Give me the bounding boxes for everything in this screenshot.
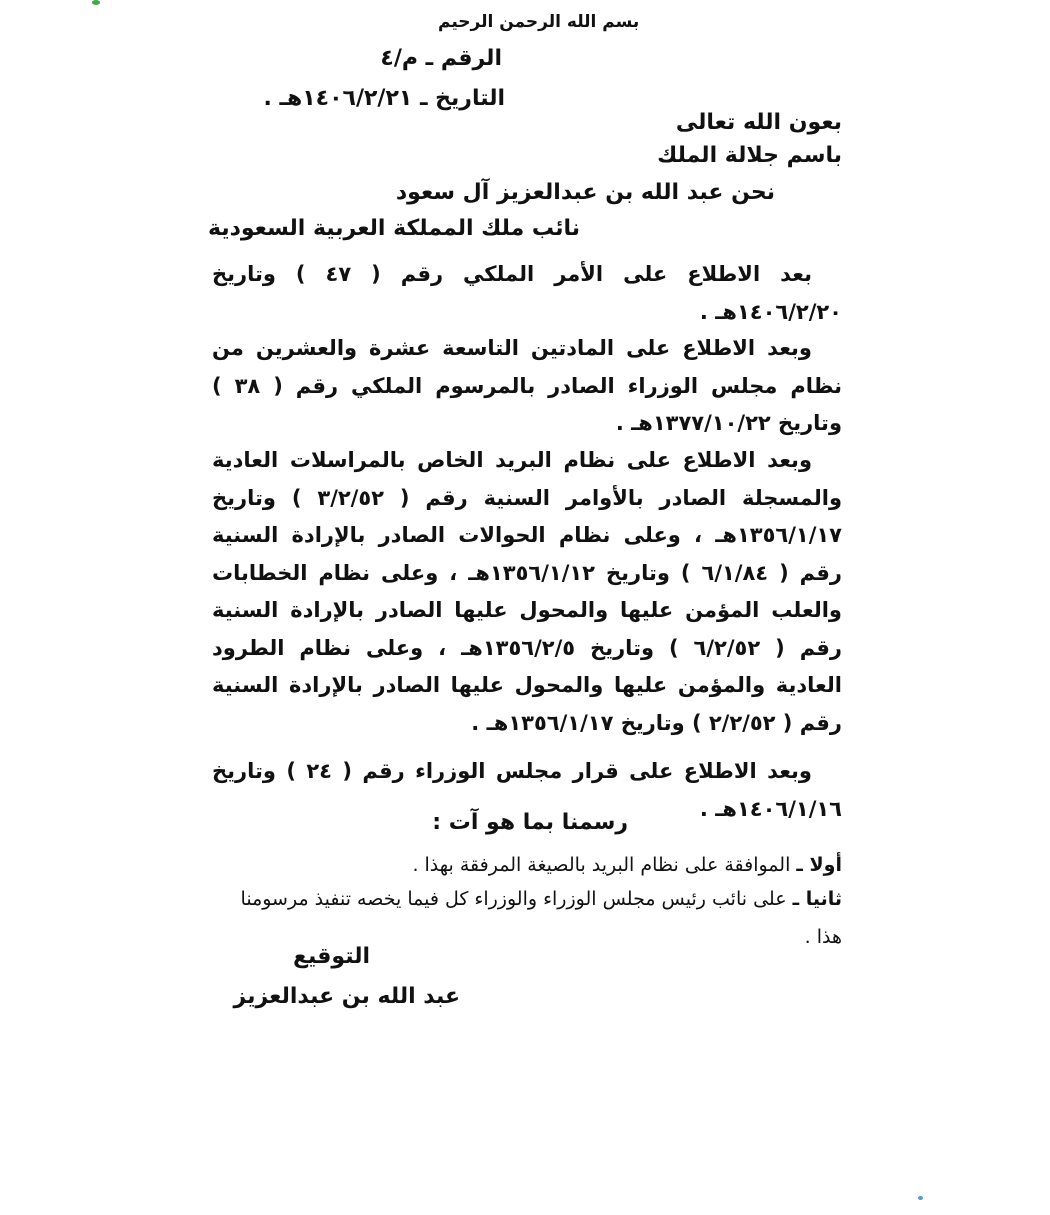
basmala: بسم الله الرحمن الرحيم — [438, 12, 640, 32]
preamble-line-1: بعون الله تعالى — [675, 110, 842, 135]
paragraph-2: وبعد الاطلاع على المادتين التاسعة عشرة والعشرين من نظام مجلس الوزراء الصادر بالمرسوم الملكي رقم ( ٣٨ ) وتاريخ ١٣٧٧/١٠/٢٢هـ . — [212, 336, 842, 435]
decree-item-number: ثانيا ـ — [792, 888, 842, 910]
decree-item-text: الموافقة على نظام البريد بالصيغة المرفقة بهذا . — [412, 854, 791, 876]
signature-name: عبد الله بن عبدالعزيز — [233, 984, 460, 1009]
preamble-line-2: باسم جلالة الملك — [657, 143, 842, 168]
preamble-line-3: نحن عبد الله بن عبدالعزيز آل سعود — [395, 180, 775, 205]
reference-date: التاريخ ـ ١٤٠٦/٢/٢١هـ . — [263, 86, 505, 111]
paragraph-1: بعد الاطلاع على الأمر الملكي رقم ( ٤٧ ) وتاريخ ١٤٠٦/٢/٢٠هـ . — [212, 262, 842, 324]
decree-item-text: على نائب رئيس مجلس الوزراء والوزراء كل فيما يخصه تنفيذ مرسومنا هذا . — [240, 888, 842, 948]
scan-mark — [918, 1196, 923, 1200]
paragraph-3: وبعد الاطلاع على نظام البريد الخاص بالمراسلات العادية والمسجلة الصادر بالأوامر السنية رقم ( ٣/٢/٥٢ ) وتاريخ ١٣٥٦/١/١٧هـ ، وعلى نظام الحوالات الصادر بالإرادة السنية رقم ( ٦/١/٨٤ ) وتاريخ ١٣٥٦/١/١٢هـ ، وعلى نظام الخطابات والعلب المؤمن عليها والمحول عليها الصادر بالإرادة السنية رقم ( ٦/٢/٥٢ ) وتاريخ ١٣٥٦/٢/٥هـ ، وعلى نظام الطرود العادية والمؤمن عليها والمحول عليها الصادر بالإرادة السنية رقم ( ٢/٢/٥٢ ) وتاريخ ١٣٥٦/١/١٧هـ . — [212, 448, 842, 735]
reference-number: الرقم ـ م/٤ — [380, 46, 502, 71]
decree-item-number: أولا ـ — [796, 854, 842, 876]
decree-heading: رسمنا بما هو آت : — [432, 810, 628, 835]
signature-label: التوقيع — [293, 944, 370, 969]
preamble-line-4: نائب ملك المملكة العربية السعودية — [208, 216, 580, 241]
paragraph-4: وبعد الاطلاع على قرار مجلس الوزراء رقم ( ٢٤ ) وتاريخ ١٤٠٦/١/١٦هـ . — [212, 759, 842, 821]
decree-item-1 — [212, 846, 842, 884]
scan-mark — [92, 0, 100, 5]
